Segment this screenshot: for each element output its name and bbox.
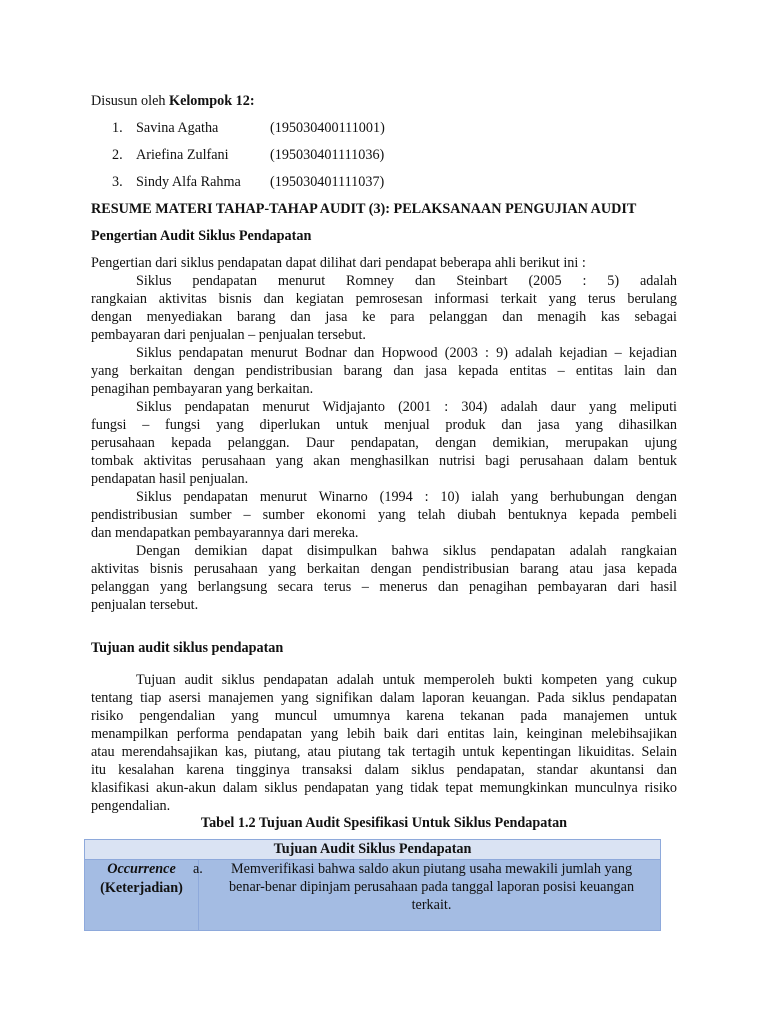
table-header: Tujuan Audit Siklus Pendapatan	[85, 840, 661, 860]
paragraph-line: menampilkan performa pendapatan yang lebih baik dari entitas lain, keinginan melebihsajikan	[91, 726, 677, 742]
paragraph-line: atau merendahsajikan kas, piutang, atau piutang tak tertagih untuk kepentingan likuiditas. Selain	[91, 744, 677, 760]
author-line: Disusun oleh Kelompok 12:	[91, 93, 255, 109]
assertion-term-translation: (Keterjadian)	[100, 880, 183, 896]
paragraph-line: tombak aktivitas perusahaan yang akan menghasilkan nutrisi bagi perusahaan dalam bentuk	[91, 453, 677, 469]
table-caption: Tabel 1.2 Tujuan Audit Spesifikasi Untuk Siklus Pendapatan	[200, 815, 568, 831]
member-name: Savina Agatha	[136, 120, 219, 136]
paragraph-line: risiko pengendalian yang muncul umumnya karena tekanan pada manajemen untuk	[91, 708, 677, 724]
member-name: Ariefina Zulfani	[136, 147, 229, 163]
audit-objectives-table	[84, 839, 661, 931]
member-nim: (195030401111037)	[270, 174, 385, 190]
objective-line: terkait.	[411, 897, 452, 913]
group-name: Kelompok 12:	[169, 93, 255, 109]
table-row	[85, 860, 661, 931]
paragraph-line: pelanggan yang berlangsung secara terus – menerus dan penagihan pembayaran dari hasil	[91, 579, 677, 595]
paragraph-line: penjualan tersebut.	[91, 597, 199, 613]
objective-line: benar-benar dipinjam perusahaan pada tanggal laporan posisi keuangan	[228, 879, 635, 895]
member-number: 2.	[112, 147, 123, 163]
table-header-row	[85, 840, 661, 860]
paragraph-line: Siklus pendapatan menurut Bodnar dan Hopwood (2003 : 9) adalah kejadian – kejadian	[136, 345, 677, 361]
paragraph-line: dengan menyediakan barang dan jasa ke para pelanggan dan menagih kas sebagai	[91, 309, 677, 325]
assertion-term: Occurrence	[107, 861, 176, 877]
paragraph-line: Pengertian dari siklus pendapatan dapat dilihat dari pendapat beberapa ahli berikut ini :	[91, 255, 586, 271]
paragraph-line: fungsi – fungsi yang diperlukan untuk menjual produk dan jasa yang dihasilkan	[91, 417, 677, 433]
section-heading: Pengertian Audit Siklus Pendapatan	[91, 228, 312, 244]
list-marker: a.	[193, 861, 203, 877]
paragraph-line: Siklus pendapatan menurut Romney dan Steinbart (2005 : 5) adalah	[136, 273, 677, 289]
paragraph-line: itu kesalahan karena tingginya transaksi dalam siklus pendapatan, standar akuntansi dan	[91, 762, 677, 778]
member-number: 3.	[112, 174, 123, 190]
assertion-cell	[85, 860, 199, 931]
paragraph-line: Dengan demikian dapat disimpulkan bahwa siklus pendapatan adalah rangkaian	[136, 543, 677, 559]
paragraph-line: perusahaan kepada pelanggan. Daur pendapatan, dengan demikian, merupakan ujung	[91, 435, 677, 451]
paragraph-line: pengendalian.	[91, 798, 171, 814]
paragraph-line: Siklus pendapatan menurut Winarno (1994 : 10) ialah yang berhubungan dengan	[136, 489, 677, 505]
paragraph-line: penagihan pembayaran yang berkaitan.	[91, 381, 314, 397]
member-number: 1.	[112, 120, 123, 136]
objective-line: Memverifikasi bahwa saldo akun piutang usaha mewakili jumlah yang	[230, 861, 633, 877]
member-name: Sindy Alfa Rahma	[136, 174, 241, 190]
paragraph-line: pendistribusian sumber – sumber ekonomi yang telah diubah bentuknya kepada pembeli	[91, 507, 677, 523]
paragraph-line: rangkaian aktivitas bisnis dan kegiatan pemrosesan informasi terkait yang terus berulang	[91, 291, 677, 307]
objective-cell	[193, 860, 661, 931]
document-title: RESUME MATERI TAHAP-TAHAP AUDIT (3): PELAKSANAAN PENGUJIAN AUDIT	[91, 201, 637, 217]
member-nim: (195030400111001)	[270, 120, 385, 136]
paragraph-line: dan mendapatkan pembayarannya dari mereka.	[91, 525, 359, 541]
paragraph-line: tentang tiap asersi manajemen yang signifikan dalam laporan keuangan. Pada siklus pendapatan	[91, 690, 677, 706]
paragraph-line: Tujuan audit siklus pendapatan adalah untuk memperoleh bukti kompeten yang cukup	[136, 672, 677, 688]
paragraph-line: aktivitas bisnis perusahaan yang berkaitan dengan pendistribusian barang atau jasa kepada	[91, 561, 677, 577]
paragraph-line: Siklus pendapatan menurut Widjajanto (2001 : 304) adalah daur yang meliputi	[136, 399, 677, 415]
paragraph-line: pembayaran dari penjualan – penjualan tersebut.	[91, 327, 366, 343]
paragraph-line: yang berkaitan dengan pendistribusian barang dan jasa kepada entitas – entitas lain dan	[91, 363, 677, 379]
paragraph-line: klasifikasi akun-akun dalam siklus pendapatan yang tidak tepat memungkinkan munculnya risiko	[91, 780, 677, 796]
section-heading: Tujuan audit siklus pendapatan	[91, 640, 284, 656]
paragraph-line: pendapatan hasil penjualan.	[91, 471, 249, 487]
member-nim: (195030401111036)	[270, 147, 385, 163]
